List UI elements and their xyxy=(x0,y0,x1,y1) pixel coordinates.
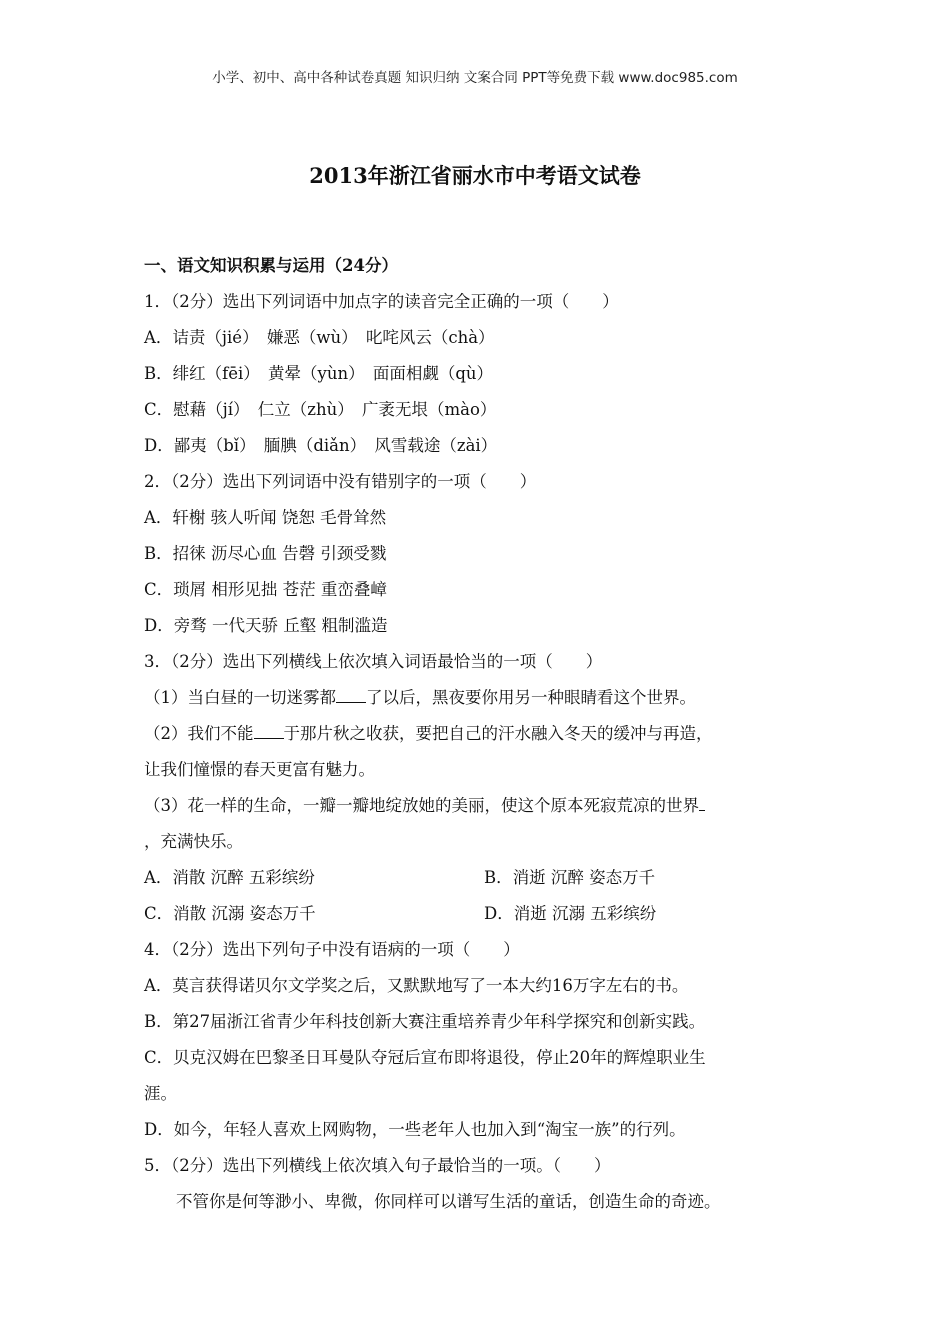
fill-blank xyxy=(336,688,366,703)
sentence-1 xyxy=(144,680,824,716)
page-title: 2013年浙江省丽水市中考语文试卷 xyxy=(309,163,641,188)
question-stem: 4．（2分）选出下列句子中没有语病的一项（ ） xyxy=(144,940,520,959)
sentence-2 xyxy=(144,716,824,752)
options-row-1 xyxy=(144,860,824,896)
fill-blank xyxy=(254,724,284,739)
sentence-text: （3）花一样的生命，一瓣一瓣地绽放她的美丽，使这个原本死寂荒凉的世界 xyxy=(144,796,699,815)
passage-text: 不管你是何等渺小、卑微，你同样可以谱写生活的童话，创造生命的奇迹。 xyxy=(176,1192,721,1211)
option-c-cont: 涯。 xyxy=(144,1084,177,1103)
sentence-3 xyxy=(144,788,824,824)
sentence-text: 了以后，黑夜要你用另一种眼睛看这个世界。 xyxy=(366,688,696,707)
option-c: C．消散 沉溺 姿态万千 xyxy=(144,904,316,923)
option-b: B．第27届浙江省青少年科技创新大赛注重培养青少年科学探究和创新实践。 xyxy=(144,1012,706,1031)
sentence-3-cont: ，充满快乐。 xyxy=(144,832,243,851)
fill-blank xyxy=(699,796,705,811)
options-row-2 xyxy=(144,896,824,932)
sentence-text: （2）我们不能 xyxy=(144,724,254,743)
option-c: C．贝克汉姆在巴黎圣日耳曼队夺冠后宣布即将退役，停止20年的辉煌职业生 xyxy=(144,1048,706,1067)
sentence-2-cont: 让我们憧憬的春天更富有魅力。 xyxy=(144,760,375,779)
option-a: A．诘责（jié） 嫌恶（wù） 叱咤风云（chà） xyxy=(144,328,495,347)
question-stem: 1．（2分）选出下列词语中加点字的读音完全正确的一项（ ） xyxy=(144,292,619,311)
site-banner: 小学、初中、高中各种试卷真题 知识归纳 文案合同 PPT等免费下载 www.doc985.com xyxy=(212,70,738,86)
option-d: D．如今，年轻人喜欢上网购物，一些老年人也加入到“淘宝一族”的行列。 xyxy=(144,1120,686,1139)
exam-body xyxy=(144,248,824,1220)
option-a: A．消散 沉醉 五彩缤纷 xyxy=(144,868,315,887)
question-4 xyxy=(144,932,824,1148)
question-5 xyxy=(144,1148,824,1220)
question-stem: 5．（2分）选出下列横线上依次填入句子最恰当的一项。（ ） xyxy=(144,1156,611,1175)
option-c: C．琐屑 相形见拙 苍茫 重峦叠嶂 xyxy=(144,580,387,599)
question-stem: 3．（2分）选出下列横线上依次填入词语最恰当的一项（ ） xyxy=(144,652,603,671)
option-b: B．招徕 沥尽心血 告磬 引颈受戮 xyxy=(144,544,387,563)
question-2 xyxy=(144,464,824,644)
sentence-text: 于那片秋之收获，要把自己的汗水融入冬天的缓冲与再造， xyxy=(283,724,713,743)
option-d: D．旁骛 一代天骄 丘壑 粗制滥造 xyxy=(144,616,388,635)
sentence-text: （1）当白昼的一切迷雾都 xyxy=(144,688,336,707)
option-a: A．莫言获得诺贝尔文学奖之后，又默默地写了一本大约16万字左右的书。 xyxy=(144,976,689,995)
question-stem: 2．（2分）选出下列词语中没有错别字的一项（ ） xyxy=(144,472,537,491)
option-a: A．轩榭 骇人听闻 饶恕 毛骨耸然 xyxy=(144,508,387,527)
option-d: D．鄙夷（bǐ） 腼腆（diǎn） 风雪载途（zài） xyxy=(144,436,498,455)
option-c: C．慰藉（jí） 仁立（zhù） 广袤无垠（mào） xyxy=(144,400,497,419)
section-heading: 一、语文知识积累与运用（24分） xyxy=(144,256,398,275)
option-b: B．绯红（fēi） 黄晕（yùn） 面面相觑（qù） xyxy=(144,364,494,383)
option-b: B．消逝 沉醉 姿态万千 xyxy=(484,868,656,887)
question-1 xyxy=(144,284,824,464)
question-3 xyxy=(144,644,824,932)
option-d: D．消逝 沉溺 五彩缤纷 xyxy=(484,904,657,923)
